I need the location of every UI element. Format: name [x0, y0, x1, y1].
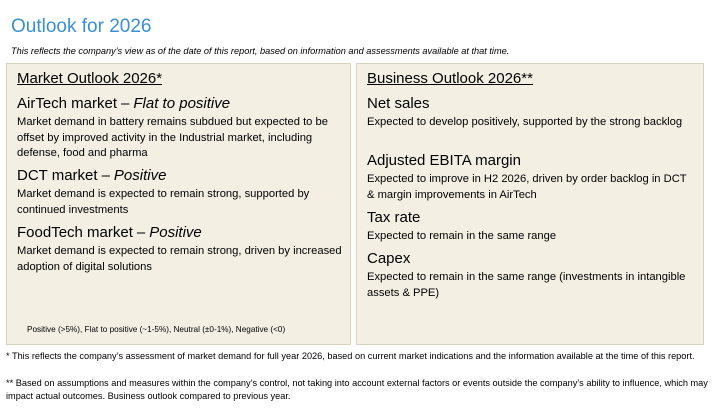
market-rating: Positive [113, 167, 167, 184]
business-item-capex [367, 250, 695, 301]
market-rating: Positive [149, 224, 202, 241]
business-item-description: Expected to remain in the same range (investments in intangible assets & PPE) [367, 271, 686, 299]
market-name: AirTech market [17, 95, 118, 112]
market-rating: Flat to positive [133, 95, 231, 112]
business-item-description: Expected to develop positively, supported by the strong backlog [367, 116, 683, 128]
market-outlook-panel [6, 63, 351, 345]
business-item-description: Expected to improve in H2 2026, driven by order backlog in DCT & margin improvements in AirTech [367, 173, 687, 201]
footnote-business: ** Based on assumptions and measures within the company’s control, not taking into account external factors or events outside the company’s ability to influence, which may impact actual outcomes. Business outlook compared to previous year. [6, 378, 708, 401]
market-item-dct [17, 167, 342, 218]
business-item-tax-rate [367, 209, 695, 245]
business-item-title: Adjusted EBITA margin [367, 152, 521, 169]
business-outlook-heading: Business Outlook 2026** [367, 70, 533, 87]
footnote-market: * This reflects the company’s assessment of market demand for full year 2026, based on current market indications and the information available at the time of this report. [6, 351, 695, 361]
page-title: Outlook for 2026 [11, 16, 152, 37]
market-name: DCT market [17, 167, 98, 184]
rating-legend: Positive (>5%), Flat to positive (~1-5%), Neutral (±0-1%), Negative (<0) [27, 325, 286, 334]
market-description: Market demand is expected to remain strong, driven by increased adoption of digital solutions [17, 245, 342, 273]
business-item-title: Capex [367, 250, 411, 267]
business-outlook-panel [356, 63, 704, 345]
market-item-airtech [17, 95, 342, 162]
market-description: Market demand is expected to remain strong, supported by continued investments [17, 188, 310, 216]
market-dash: – [121, 95, 130, 112]
market-item-title [17, 95, 342, 113]
business-item-net-sales [367, 95, 695, 131]
market-item-title [17, 167, 342, 185]
market-dash: – [136, 224, 146, 241]
business-item-description: Expected to remain in the same range [367, 230, 557, 242]
business-item-title: Tax rate [367, 209, 421, 226]
business-item-adjusted-ebita-margin [367, 152, 695, 203]
business-item-title: Net sales [367, 95, 430, 112]
market-item-title [17, 224, 342, 242]
market-dash: – [101, 167, 110, 184]
market-description: Market demand in battery remains subdued but expected to be offset by improved activity in the Industrial market, including defense, food and pharma [17, 116, 328, 159]
market-name: FoodTech market [17, 224, 133, 241]
market-outlook-heading: Market Outlook 2026* [17, 70, 163, 87]
market-item-foodtech [17, 224, 342, 275]
page-subtitle: This reflects the company’s view as of the date of this report, based on information and assessments available at that time. [11, 46, 510, 56]
